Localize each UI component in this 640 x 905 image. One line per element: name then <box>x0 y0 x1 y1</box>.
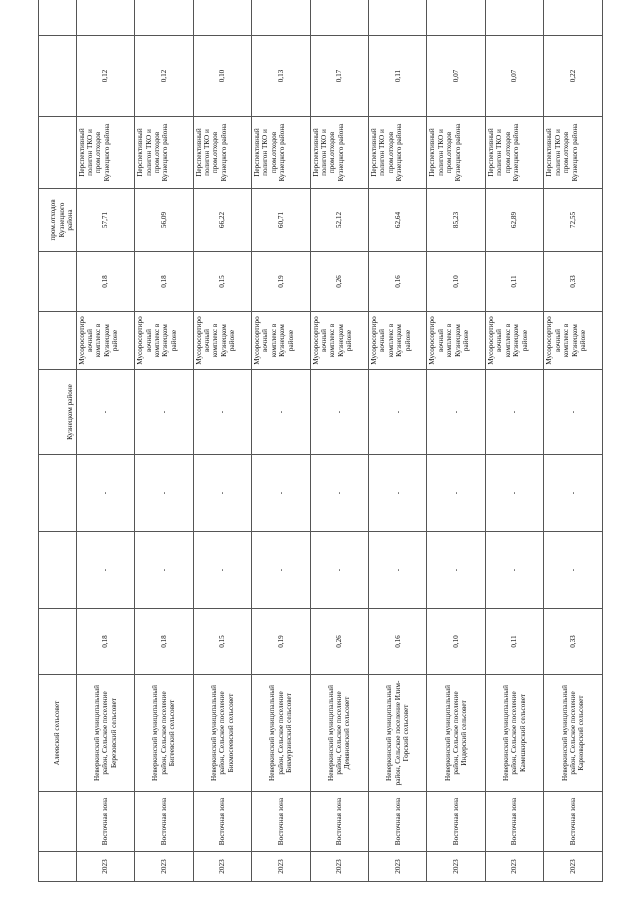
zero-cell <box>76 0 134 36</box>
dash-cell: - <box>135 532 193 609</box>
dash-cell: - <box>135 370 193 455</box>
target-volume-cell: 0,07 <box>427 36 485 117</box>
rotated-table-page <box>38 22 603 882</box>
volume-cell: 0,15 <box>193 609 251 675</box>
volume-cell: 0,11 <box>485 609 543 675</box>
distance-cell: 66,22 <box>193 189 251 252</box>
municipality-cell: Неверкинский муниципальный район, Сельское поселение Илим-Горский сельсовет <box>369 675 427 792</box>
distance-cell: 62,64 <box>369 189 427 252</box>
dash-cell: - <box>427 532 485 609</box>
facility-volume-cell: 0,19 <box>252 252 310 312</box>
volume-cell: 0,16 <box>369 609 427 675</box>
facility-volume-cell: 0,18 <box>76 252 134 312</box>
dash-cell: - <box>193 532 251 609</box>
year-cell: 2023 <box>485 852 543 882</box>
distance-cell: 85,23 <box>427 189 485 252</box>
dash-cell: - <box>252 455 310 532</box>
dash-cell: - <box>369 532 427 609</box>
target-facility-cell: Перспективный полигон ТКО и пром.отходов Кузнецкого района <box>252 117 310 189</box>
table-row <box>193 0 251 882</box>
header-empty-cell <box>39 792 77 852</box>
table-row <box>252 0 310 882</box>
table-row <box>485 0 543 882</box>
year-cell: 2023 <box>193 852 251 882</box>
dash-cell: - <box>310 532 368 609</box>
dash-cell: - <box>76 532 134 609</box>
zero-cell <box>252 0 310 36</box>
header-empty-cell <box>39 455 77 532</box>
year-cell: 2023 <box>369 852 427 882</box>
municipality-cell: Неверкинский муниципальный район, Сельское поселение Индерский сельсовет <box>427 675 485 792</box>
dash-cell: - <box>369 455 427 532</box>
header-empty-cell <box>39 609 77 675</box>
facility-volume-cell: 0,10 <box>427 252 485 312</box>
year-cell: 2023 <box>76 852 134 882</box>
target-volume-cell: 0,12 <box>76 36 134 117</box>
dash-cell: - <box>76 455 134 532</box>
table-row <box>544 0 603 882</box>
volume-cell: 0,33 <box>544 609 603 675</box>
year-cell: 2023 <box>310 852 368 882</box>
dash-cell: - <box>544 532 603 609</box>
dash-cell: - <box>485 532 543 609</box>
distance-cell: 56,09 <box>135 189 193 252</box>
zone-cell: Восточная зона <box>485 792 543 852</box>
header-empty-cell <box>39 36 77 117</box>
year-cell: 2023 <box>135 852 193 882</box>
target-facility-cell: Перспективный полигон ТКО и пром.отходов Кузнецкого района <box>193 117 251 189</box>
header-empty-cell <box>39 852 77 882</box>
header-locality-cell: Алеевский сельсовет <box>39 675 77 792</box>
municipality-cell: Неверкинский муниципальный район, Сельское поселение Бикмосеевский сельсовет <box>193 675 251 792</box>
zero-cell <box>485 0 543 36</box>
target-volume-cell: 0,13 <box>252 36 310 117</box>
target-volume-cell: 0,11 <box>369 36 427 117</box>
facility-volume-cell: 0,33 <box>544 252 603 312</box>
table-row <box>427 0 485 882</box>
facility-cell: Мусоросортировочный комплекс в Кузнецком районе <box>310 312 368 370</box>
zone-cell: Восточная зона <box>427 792 485 852</box>
dash-cell: - <box>310 370 368 455</box>
zone-cell: Восточная зона <box>369 792 427 852</box>
target-facility-cell: Перспективный полигон ТКО и пром.отходов Кузнецкого района <box>369 117 427 189</box>
dash-cell: - <box>310 455 368 532</box>
target-facility-cell: Перспективный полигон ТКО и пром.отходов Кузнецкого района <box>427 117 485 189</box>
dash-cell: - <box>252 370 310 455</box>
table-header-row <box>39 0 77 882</box>
dash-cell: - <box>193 370 251 455</box>
distance-cell: 72,55 <box>544 189 603 252</box>
distance-cell: 62,89 <box>485 189 543 252</box>
volume-cell: 0,18 <box>76 609 134 675</box>
dash-cell: - <box>252 532 310 609</box>
facility-volume-cell: 0,26 <box>310 252 368 312</box>
target-facility-cell: Перспективный полигон ТКО и пром.отходов Кузнецкого района <box>485 117 543 189</box>
facility-cell: Мусоросортировочный комплекс в Кузнецком районе <box>252 312 310 370</box>
facility-cell: Мусоросортировочный комплекс в Кузнецком районе <box>544 312 603 370</box>
zero-cell <box>310 0 368 36</box>
dash-cell: - <box>135 455 193 532</box>
facility-volume-cell: 0,16 <box>369 252 427 312</box>
zone-cell: Восточная зона <box>193 792 251 852</box>
target-volume-cell: 0,10 <box>193 36 251 117</box>
zone-cell: Восточная зона <box>252 792 310 852</box>
year-cell: 2023 <box>252 852 310 882</box>
zero-cell <box>427 0 485 36</box>
zone-cell: Восточная зона <box>76 792 134 852</box>
zero-cell <box>544 0 603 36</box>
table-row <box>76 0 134 882</box>
facility-cell: Мусоросортировочный комплекс в Кузнецком районе <box>427 312 485 370</box>
zone-cell: Восточная зона <box>310 792 368 852</box>
header-empty-cell <box>39 532 77 609</box>
target-facility-cell: Перспективный полигон ТКО и пром.отходов Кузнецкого района <box>76 117 134 189</box>
facility-cell: Мусоросортировочный комплекс в Кузнецком районе <box>369 312 427 370</box>
target-volume-cell: 0,07 <box>485 36 543 117</box>
zone-cell: Восточная зона <box>135 792 193 852</box>
target-volume-cell: 0,17 <box>310 36 368 117</box>
year-cell: 2023 <box>544 852 603 882</box>
header-empty-cell <box>39 252 77 312</box>
dash-cell: - <box>544 455 603 532</box>
distance-cell: 57,71 <box>76 189 134 252</box>
zone-cell: Восточная зона <box>544 792 603 852</box>
target-volume-cell: 0,12 <box>135 36 193 117</box>
target-facility-cell: Перспективный полигон ТКО и пром.отходов Кузнецкого района <box>310 117 368 189</box>
facility-cell: Мусоросортировочный комплекс в Кузнецком районе <box>193 312 251 370</box>
header-waste-tail-cell: пром.отходов Кузнецкого района <box>39 189 77 252</box>
header-locality-district-cell: Кузнецком районе <box>39 370 77 455</box>
header-empty-cell <box>39 117 77 189</box>
volume-cell: 0,19 <box>252 609 310 675</box>
volume-cell: 0,26 <box>310 609 368 675</box>
facility-volume-cell: 0,11 <box>485 252 543 312</box>
municipality-cell: Неверкинский муниципальный район, Сельское поселение Березовский сельсовет <box>76 675 134 792</box>
table-row <box>310 0 368 882</box>
dash-cell: - <box>427 455 485 532</box>
municipality-cell: Неверкинский муниципальный район, Сельское поселение Бигеевский сельсовет <box>135 675 193 792</box>
municipality-cell: Неверкинский муниципальный район, Сельское поселение Демяновский сельсовет <box>310 675 368 792</box>
target-facility-cell: Перспективный полигон ТКО и пром.отходов Кузнецкого района <box>544 117 603 189</box>
target-facility-cell: Перспективный полигон ТКО и пром.отходов Кузнецкого района <box>135 117 193 189</box>
volume-cell: 0,10 <box>427 609 485 675</box>
dash-cell: - <box>369 370 427 455</box>
header-empty-cell <box>39 312 77 370</box>
zero-cell <box>135 0 193 36</box>
table-row <box>369 0 427 882</box>
volume-cell: 0,18 <box>135 609 193 675</box>
distance-cell: 60,71 <box>252 189 310 252</box>
facility-volume-cell: 0,15 <box>193 252 251 312</box>
year-cell: 2023 <box>427 852 485 882</box>
header-empty-cell <box>39 0 77 36</box>
table-row <box>135 0 193 882</box>
dash-cell: - <box>544 370 603 455</box>
zero-cell <box>193 0 251 36</box>
dash-cell: - <box>193 455 251 532</box>
target-volume-cell: 0,22 <box>544 36 603 117</box>
facility-cell: Мусоросортировочный комплекс в Кузнецком районе <box>135 312 193 370</box>
dash-cell: - <box>76 370 134 455</box>
dash-cell: - <box>485 455 543 532</box>
distance-cell: 52,12 <box>310 189 368 252</box>
facility-volume-cell: 0,18 <box>135 252 193 312</box>
municipality-cell: Неверкинский муниципальный район, Сельское поселение Бикмурзинский сельсовет <box>252 675 310 792</box>
municipality-cell: Неверкинский муниципальный район, Сельское поселение Камешкирский сельсовет <box>485 675 543 792</box>
facility-cell: Мусоросортировочный комплекс в Кузнецком районе <box>485 312 543 370</box>
zero-cell <box>369 0 427 36</box>
facility-cell: Мусоросортировочный комплекс в Кузнецком районе <box>76 312 134 370</box>
dash-cell: - <box>427 370 485 455</box>
municipality-cell: Неверкинский муниципальный район, Сельское поселение Карноварский сельсовет <box>544 675 603 792</box>
waste-flow-table <box>38 0 603 882</box>
dash-cell: - <box>485 370 543 455</box>
